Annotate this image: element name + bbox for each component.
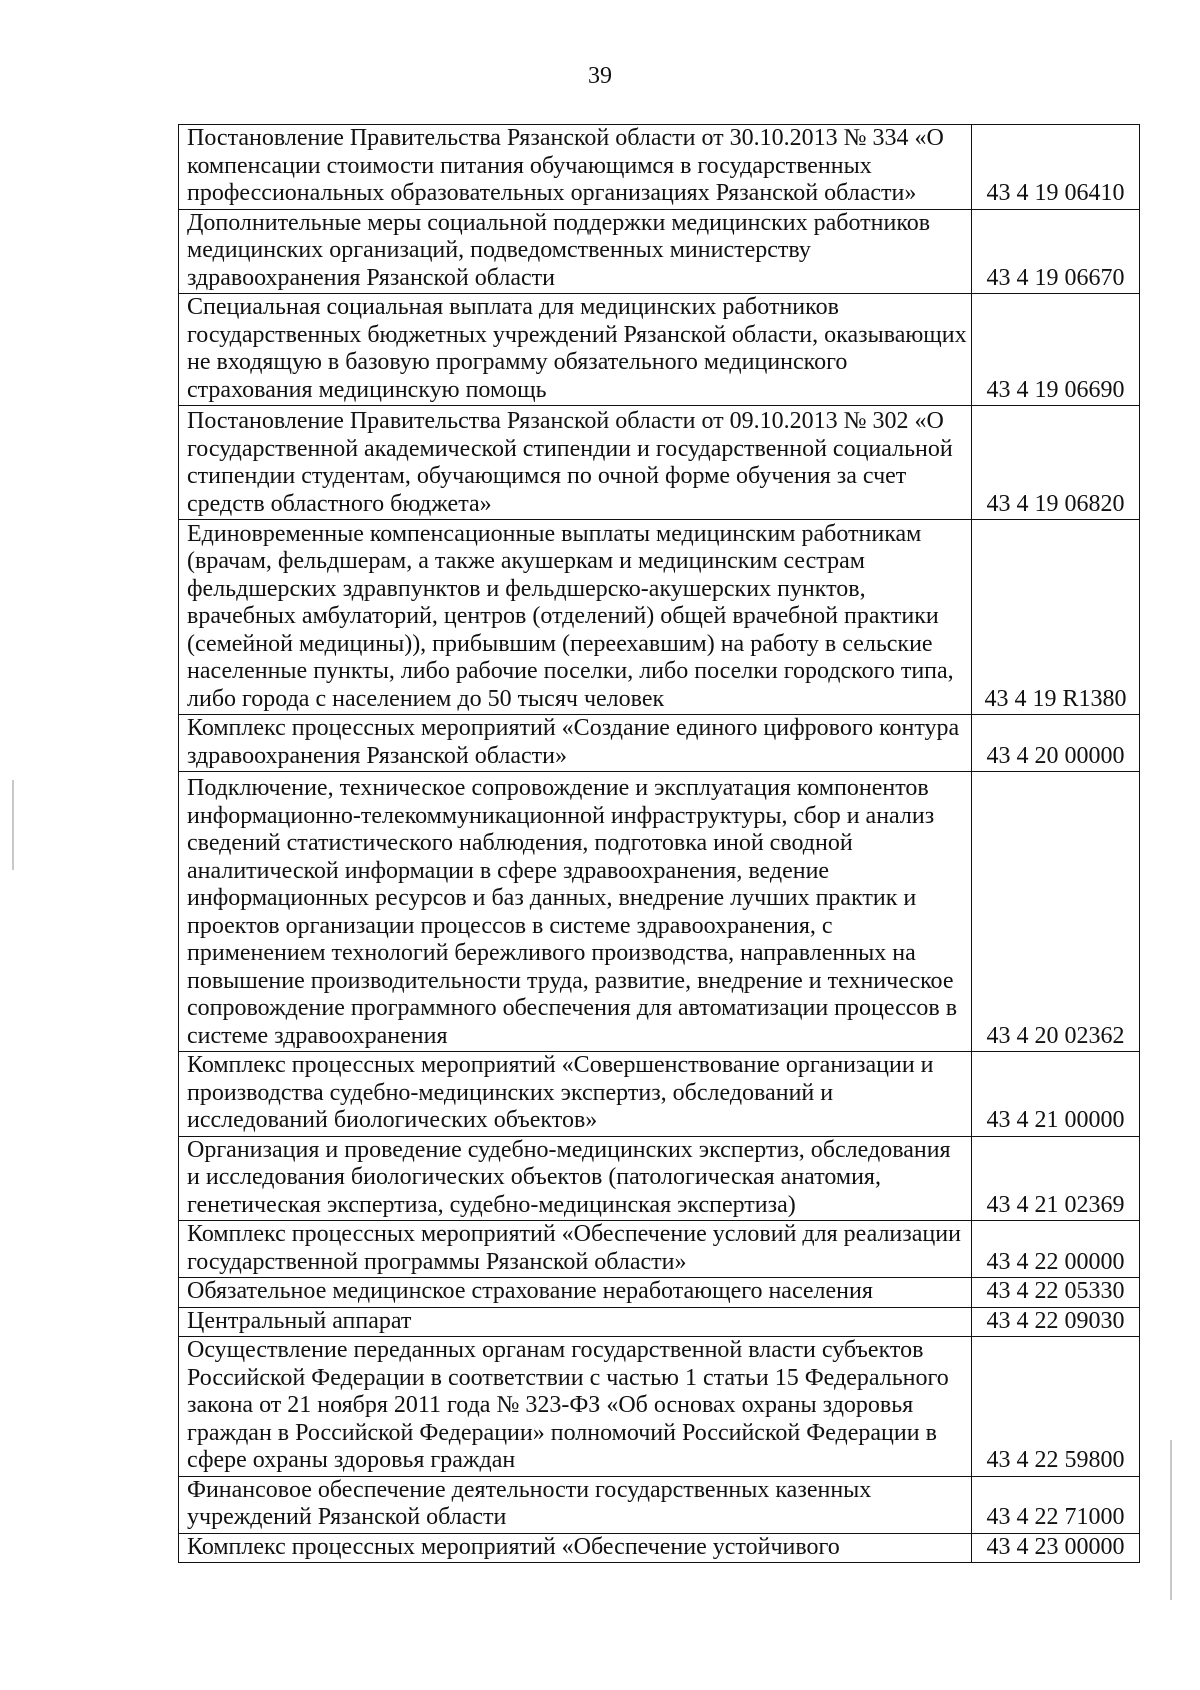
table-row	[179, 1533, 1140, 1563]
row-code: 43 4 22 00000	[972, 1221, 1140, 1278]
row-code: 43 4 22 09030	[972, 1307, 1140, 1337]
row-description: Комплекс процессных мероприятий «Совершенствование организации и производства судебно-медицинских экспертиз, обследований и исследований биологических объектов»	[179, 1052, 972, 1137]
table-row	[179, 715, 1140, 772]
table-row	[179, 209, 1140, 294]
row-description: Центральный аппарат	[179, 1307, 972, 1337]
row-description: Комплекс процессных мероприятий «Обеспечение условий для реализации государственной программы Рязанской области»	[179, 1221, 972, 1278]
table-row	[179, 1052, 1140, 1137]
row-description: Комплекс процессных мероприятий «Обеспечение устойчивого	[179, 1533, 972, 1563]
row-description: Финансовое обеспечение деятельности государственных казенных учреждений Рязанской области	[179, 1476, 972, 1533]
row-description: Подключение, техническое сопровождение и эксплуатация компонентов информационно-телекоммуникационной инфраструктуры, сбор и анализ сведений статистического наблюдения, подготовка иной сводной аналитической информации в сфере здравоохранения, ведение информационных ресурсов и баз данных, внедрение лучших практик и проектов организации процессов в системе здравоохранения, с применением технологий бережливого производства, направленных на повышение производительности труда, развитие, внедрение и техническое сопровождение программного обеспечения для автоматизации процессов в системе здравоохранения	[179, 772, 972, 1052]
row-code: 43 4 21 00000	[972, 1052, 1140, 1137]
row-description: Комплекс процессных мероприятий «Создание единого цифрового контура здравоохранения Рязанской области»	[179, 715, 972, 772]
table-row	[179, 1278, 1140, 1308]
row-description: Единовременные компенсационные выплаты медицинским работникам (врачам, фельдшерам, а также акушеркам и медицинским сестрам фельдшерских здравпунктов и фельдшерско-акушерских пунктов, врачебных амбулаторий, центров (отделений) общей врачебной практики (семейной медицины)), прибывшим (переехавшим) на работу в сельские населенные пункты, либо рабочие поселки, либо поселки городского типа, либо города с населением до 50 тысяч человек	[179, 520, 972, 715]
row-description: Обязательное медицинское страхование неработающего населения	[179, 1278, 972, 1308]
row-code: 43 4 19 06410	[972, 125, 1140, 210]
table-row	[179, 520, 1140, 715]
table-row	[179, 294, 1140, 406]
scan-artifact-left	[12, 780, 14, 870]
row-description: Постановление Правительства Рязанской области от 09.10.2013 № 302 «О государственной академической стипендии и государственной социальной стипендии студентам, обучающимся по очной форме обучения за счет средств областного бюджета»	[179, 406, 972, 520]
row-code: 43 4 22 05330	[972, 1278, 1140, 1308]
table-row	[179, 125, 1140, 210]
row-code: 43 4 19 06670	[972, 209, 1140, 294]
row-code: 43 4 22 71000	[972, 1476, 1140, 1533]
row-code: 43 4 19 06820	[972, 406, 1140, 520]
table-row	[179, 1136, 1140, 1221]
row-description: Дополнительные меры социальной поддержки медицинских работников медицинских организаций, подведомственных министерству здравоохранения Рязанской области	[179, 209, 972, 294]
page-number: 39	[588, 63, 612, 89]
row-code: 43 4 23 00000	[972, 1533, 1140, 1563]
scan-artifact-right	[1170, 1440, 1172, 1600]
table-row	[179, 1337, 1140, 1477]
row-code: 43 4 22 59800	[972, 1337, 1140, 1477]
row-description: Организация и проведение судебно-медицинских экспертиз, обследования и исследования биологических объектов (патологическая анатомия, генетическая экспертиза, судебно-медицинская экспертиза)	[179, 1136, 972, 1221]
row-code: 43 4 21 02369	[972, 1136, 1140, 1221]
table-row	[179, 1221, 1140, 1278]
row-code: 43 4 20 00000	[972, 715, 1140, 772]
budget-classification-table	[178, 124, 1140, 1563]
row-description: Постановление Правительства Рязанской области от 30.10.2013 № 334 «О компенсации стоимости питания обучающимся в государственных профессиональных образовательных организациях Рязанской области»	[179, 125, 972, 210]
row-code: 43 4 19 06690	[972, 294, 1140, 406]
table-row	[179, 772, 1140, 1052]
row-code: 43 4 19 R1380	[972, 520, 1140, 715]
table-row	[179, 1307, 1140, 1337]
row-code: 43 4 20 02362	[972, 772, 1140, 1052]
table-row	[179, 406, 1140, 520]
row-description: Осуществление переданных органам государственной власти субъектов Российской Федерации в соответствии с частью 1 статьи 15 Федерального закона от 21 ноября 2011 года № 323-ФЗ «Об основах охраны здоровья граждан в Российской Федерации» полномочий Российской Федерации в сфере охраны здоровья граждан	[179, 1337, 972, 1477]
table-row	[179, 1476, 1140, 1533]
row-description: Специальная социальная выплата для медицинских работников государственных бюджетных учреждений Рязанской области, оказывающих не входящую в базовую программу обязательного медицинского страхования медицинскую помощь	[179, 294, 972, 406]
